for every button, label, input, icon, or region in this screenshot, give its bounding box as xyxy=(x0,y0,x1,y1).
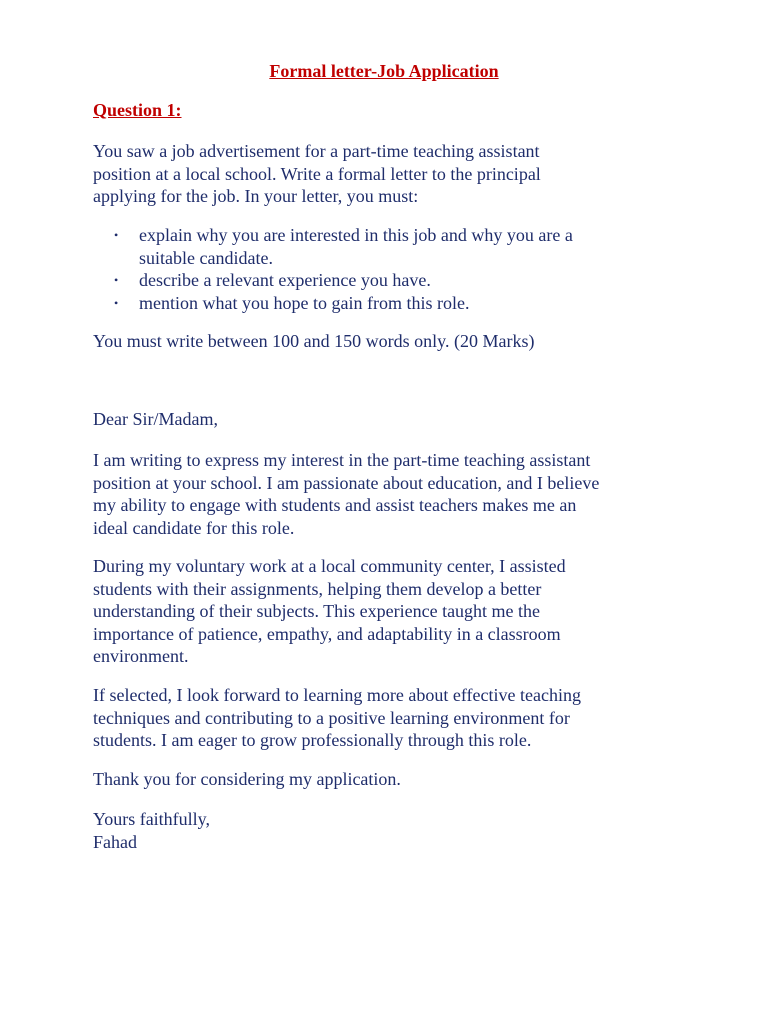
prompt-line: You saw a job advertisement for a part-time teaching assistant xyxy=(93,141,540,161)
bullet-icon: • xyxy=(114,228,119,242)
paragraph-line: my ability to engage with students and assist teachers makes me an xyxy=(93,495,577,515)
requirements-list xyxy=(93,224,693,314)
letter-paragraph-2 xyxy=(93,555,693,668)
paragraph-line: position at your school. I am passionate about education, and I believe xyxy=(93,472,600,493)
paragraph-line: importance of patience, empathy, and adaptability in a classroom xyxy=(93,623,561,644)
thanks-line: Thank you for considering my application. xyxy=(93,769,401,789)
bullet-icon: • xyxy=(114,295,119,310)
paragraph-line: understanding of their subjects. This experience taught me the xyxy=(93,601,541,621)
bullet-icon: • xyxy=(114,273,119,287)
paragraph-line: ideal candidate for this role. xyxy=(93,517,295,538)
prompt-line: applying for the job. In your letter, you must: xyxy=(93,186,419,206)
closing xyxy=(93,808,693,853)
list-item xyxy=(93,292,693,315)
paragraph-line: environment. xyxy=(93,646,189,666)
paragraph-line: students. I am eager to grow professionally through this role. xyxy=(93,730,532,750)
question-heading: Question 1: xyxy=(93,100,182,120)
paragraph-line: techniques and contributing to a positive learning environment for xyxy=(93,707,570,728)
word-limit: You must write between 100 and 150 words only. (20 Marks) xyxy=(93,331,535,351)
list-item xyxy=(93,269,693,292)
list-item-line: explain why you are interested in this job and why you are a xyxy=(139,225,573,245)
paragraph-line: During my voluntary work at a local community center, I assisted xyxy=(93,556,566,576)
salutation: Dear Sir/Madam, xyxy=(93,409,218,429)
document-title: Formal letter-Job Application xyxy=(269,61,499,81)
letter-paragraph-3 xyxy=(93,684,693,752)
paragraph-line: I am writing to express my interest in the part-time teaching assistant xyxy=(93,450,591,470)
paragraph-line: students with their assignments, helping them develop a better xyxy=(93,578,542,599)
closing-line: Yours faithfully, xyxy=(93,809,211,829)
list-item-line: describe a relevant experience you have. xyxy=(139,270,431,290)
list-item-line: suitable candidate. xyxy=(139,247,273,268)
prompt-line: position at a local school. Write a formal letter to the principal xyxy=(93,163,541,184)
paragraph-line: If selected, I look forward to learning more about effective teaching xyxy=(93,685,581,705)
list-item xyxy=(93,224,693,269)
letter-paragraph-1 xyxy=(93,449,693,539)
signature: Fahad xyxy=(93,831,137,852)
list-item-line: mention what you hope to gain from this role. xyxy=(139,292,470,313)
question-prompt xyxy=(93,140,693,208)
